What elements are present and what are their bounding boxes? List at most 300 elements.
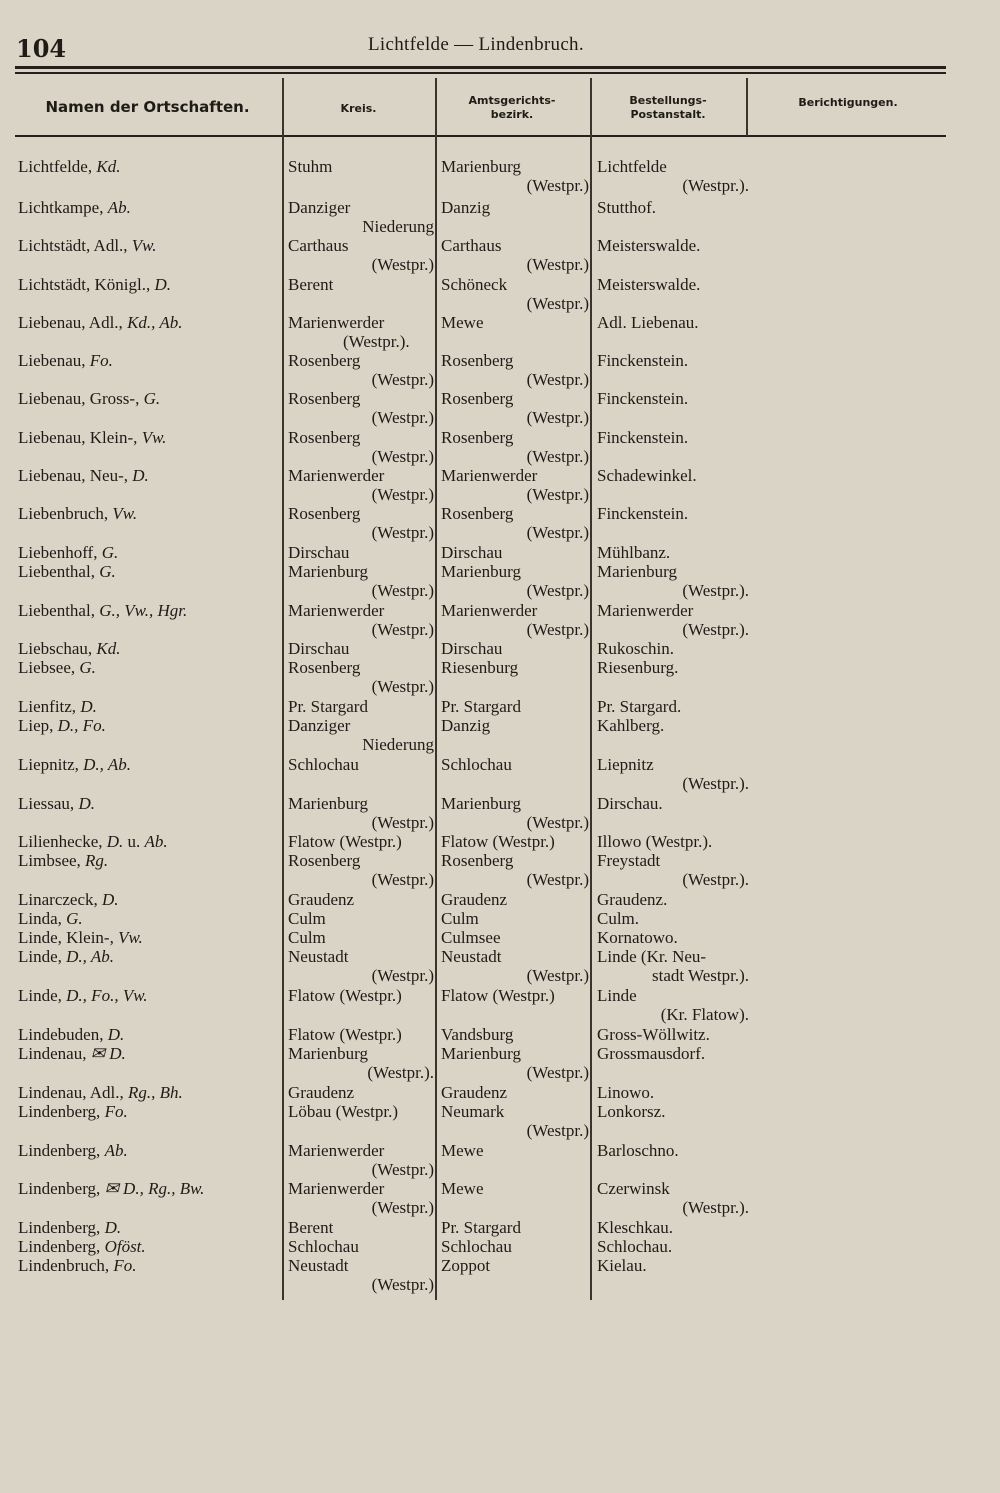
amtsgericht-cell [441, 504, 589, 542]
kreis-cell [288, 1237, 434, 1256]
kreis-cell [288, 909, 434, 928]
cell-line: Flatow (Westpr.) [441, 832, 555, 851]
place-name-text: Liebenthal, [18, 601, 100, 620]
page-number: 104 [16, 34, 67, 63]
cell-line: Finckenstein. [597, 428, 689, 447]
place-name-cell [18, 986, 278, 1005]
kreis-cell [288, 1141, 434, 1179]
kreis-cell [288, 198, 434, 236]
place-type-abbrev: D. [154, 275, 171, 294]
postanstalt-cell [597, 389, 749, 408]
cell-line: Marienwerder [288, 601, 385, 620]
place-name-text: Liebenthal, [18, 562, 100, 581]
cell-line: (Westpr.) [526, 408, 589, 427]
postanstalt-cell [597, 1044, 749, 1063]
postanstalt-cell [597, 794, 749, 813]
place-name-cell [18, 928, 278, 947]
header-post-line: Postanstalt. [630, 108, 706, 121]
cell-line: Meisterswalde. [597, 236, 701, 255]
amtsgericht-cell [441, 389, 589, 427]
cell-line: Pr. Stargard [441, 697, 521, 716]
cell-line: (Westpr.) [526, 447, 589, 466]
amtsgericht-cell [441, 639, 589, 658]
kreis-cell [288, 639, 434, 658]
kreis-cell [288, 157, 434, 176]
amtsgericht-cell [441, 236, 589, 274]
cell-line: Danzig [441, 716, 491, 735]
cell-line: Rosenberg [288, 851, 361, 870]
cell-line: Riesenburg. [597, 658, 679, 677]
place-name-text: Lichtfelde, [18, 157, 97, 176]
cell-line: Finckenstein. [597, 351, 689, 370]
postanstalt-cell [597, 716, 749, 735]
cell-line: Rosenberg [441, 428, 514, 447]
column-divider [435, 78, 437, 1300]
cell-line: Rukoschin. [597, 639, 674, 658]
cell-line: Marienburg [441, 1044, 521, 1063]
place-name-text: Linde, [18, 986, 67, 1005]
cell-line: Neustadt [288, 947, 349, 966]
cell-line: (Westpr.) [371, 447, 434, 466]
place-type-abbrev: D. [78, 794, 95, 813]
place-name-text: Lindenberg, [18, 1102, 105, 1121]
header-berichtigungen: Berichtigungen. [798, 96, 898, 109]
cell-line: Rosenberg [441, 351, 514, 370]
place-name-text: u. [123, 832, 145, 851]
cell-line: Flatow (Westpr.) [288, 1025, 402, 1044]
kreis-cell [288, 832, 434, 851]
amtsgericht-cell [441, 928, 589, 947]
place-name-text: Liebenhoff, [18, 543, 102, 562]
cell-line: Culm [288, 909, 326, 928]
cell-line: (Westpr.) [526, 1121, 589, 1140]
cell-line: (Westpr.) [371, 485, 434, 504]
postanstalt-cell [597, 697, 749, 716]
place-name-cell [18, 794, 278, 813]
cell-line: Dirschau [441, 543, 503, 562]
cell-line: Marienwerder [441, 601, 538, 620]
kreis-cell [288, 1102, 434, 1121]
place-type-abbrev: Rg. [85, 851, 109, 870]
place-name-text: Lichtstädt, Königl., [18, 275, 155, 294]
amtsgericht-cell [441, 313, 589, 332]
cell-line: Graudenz [288, 890, 355, 909]
cell-line: Adl. Liebenau. [597, 313, 699, 332]
cell-line: Berent [288, 1218, 334, 1237]
amtsgericht-cell [441, 832, 589, 851]
amtsgericht-cell [441, 1083, 589, 1102]
cell-line: (Westpr.). [682, 581, 749, 600]
place-type-abbrev: D. [132, 466, 149, 485]
postanstalt-cell [597, 428, 749, 447]
postanstalt-cell [597, 986, 749, 1024]
kreis-cell [288, 389, 434, 427]
place-name-cell [18, 1256, 278, 1275]
postanstalt-cell [597, 236, 749, 255]
cell-line: Dirschau [288, 543, 350, 562]
cell-line: (Westpr.) [371, 1160, 434, 1179]
cell-line: Gross-Wöllwitz. [597, 1025, 710, 1044]
place-type-abbrev: Fo. [113, 1256, 137, 1275]
cell-line: Rosenberg [288, 504, 361, 523]
top-rule [15, 66, 946, 69]
postanstalt-cell [597, 601, 749, 639]
postanstalt-cell [597, 1083, 749, 1102]
kreis-cell [288, 851, 434, 889]
cell-line: (Westpr.) [371, 581, 434, 600]
header-amt-line: bezirk. [490, 108, 534, 121]
cell-line: Danziger [288, 716, 351, 735]
cell-line: Marienwerder [597, 601, 694, 620]
place-type-abbrev: G., Vw., Hgr. [99, 601, 188, 620]
place-name-cell [18, 1102, 278, 1121]
cell-line: Culm [441, 909, 479, 928]
place-type-abbrev: D., Fo., Vw. [66, 986, 148, 1005]
place-type-abbrev: Vw. [131, 236, 157, 255]
cell-line: (Westpr.) [371, 370, 434, 389]
place-type-abbrev: Fo. [104, 1102, 128, 1121]
cell-line: Schlochau. [597, 1237, 673, 1256]
header-bottom-rule [15, 135, 946, 137]
place-name-cell [18, 1179, 278, 1198]
cell-line: Schlochau [441, 1237, 512, 1256]
place-name-cell [18, 1083, 278, 1102]
place-name-text: Lindenberg, [18, 1179, 105, 1198]
kreis-cell [288, 351, 434, 389]
cell-line: (Westpr.) [371, 813, 434, 832]
place-name-cell [18, 890, 278, 909]
cell-line: Grossmausdorf. [597, 1044, 706, 1063]
postanstalt-cell [597, 562, 749, 600]
cell-line: Liepnitz [597, 755, 654, 774]
cell-line: Dirschau [441, 639, 503, 658]
cell-line: Flatow (Westpr.) [288, 832, 402, 851]
cell-line: Danziger [288, 198, 351, 217]
cell-line: (Westpr.) [526, 294, 589, 313]
cell-line: Neumark [441, 1102, 505, 1121]
kreis-cell [288, 504, 434, 542]
place-type-abbrev: Kd. [96, 639, 121, 658]
kreis-cell [288, 755, 434, 774]
kreis-cell [288, 716, 434, 754]
cell-line: Marienburg [288, 794, 368, 813]
header-postanstalt [592, 94, 744, 122]
postanstalt-cell [597, 1102, 749, 1121]
header-amtsgerichtsbezirk [436, 94, 588, 122]
place-name-text: Lindenberg, [18, 1237, 105, 1256]
place-type-abbrev: D., Fo. [57, 716, 106, 735]
cell-line: Culmsee [441, 928, 501, 947]
place-name-text: Linde, [18, 947, 67, 966]
amtsgericht-cell [441, 1141, 589, 1160]
place-name-text: Liebenbruch, [18, 504, 113, 523]
amtsgericht-cell [441, 1237, 589, 1256]
cell-line: Marienwerder [288, 1141, 385, 1160]
amtsgericht-cell [441, 1179, 589, 1198]
postanstalt-cell [597, 947, 749, 985]
cell-line: (Westpr.) [371, 1198, 434, 1217]
postanstalt-cell [597, 1025, 749, 1044]
place-type-abbrev: G. [79, 658, 96, 677]
kreis-cell [288, 947, 434, 985]
place-type-abbrev: D., Ab. [83, 755, 132, 774]
amtsgericht-cell [441, 466, 589, 504]
place-name-text: Liebenau, [18, 351, 90, 370]
amtsgericht-cell [441, 275, 589, 313]
postanstalt-cell [597, 890, 749, 909]
place-name-cell [18, 562, 278, 581]
kreis-cell [288, 1025, 434, 1044]
place-type-abbrev: ✉ D., Rg., Bw. [104, 1179, 205, 1198]
place-type-abbrev: D. [106, 832, 124, 851]
kreis-cell [288, 928, 434, 947]
place-name-text: Lindenau, Adl., [18, 1083, 129, 1102]
postanstalt-cell [597, 313, 749, 332]
place-name-cell [18, 1218, 278, 1237]
cell-line: (Westpr.) [371, 677, 434, 696]
postanstalt-cell [597, 851, 749, 889]
place-name-text: Liebsee, [18, 658, 80, 677]
kreis-cell [288, 428, 434, 466]
cell-line: Kahlberg. [597, 716, 665, 735]
place-type-abbrev: G. [99, 562, 116, 581]
cell-line: Mewe [441, 313, 484, 332]
cell-line: (Westpr.) [526, 581, 589, 600]
postanstalt-cell [597, 466, 749, 485]
place-type-abbrev: Kd., Ab. [127, 313, 183, 332]
amtsgericht-cell [441, 794, 589, 832]
cell-line: Graudenz [441, 890, 508, 909]
top-rule-thin [15, 72, 946, 74]
cell-line: Freystadt [597, 851, 661, 870]
postanstalt-cell [597, 755, 749, 793]
place-type-abbrev: Vw. [141, 428, 167, 447]
kreis-cell [288, 313, 434, 351]
cell-line: Berent [288, 275, 334, 294]
cell-line: Illowo (Westpr.). [597, 832, 713, 851]
place-type-abbrev: Vw. [118, 928, 143, 947]
cell-line: Marienburg [288, 1044, 368, 1063]
place-name-cell [18, 658, 278, 677]
cell-line: Stutthof. [597, 198, 657, 217]
place-name-cell [18, 851, 278, 870]
cell-line: Stuhm [288, 157, 333, 176]
place-name-cell [18, 236, 278, 255]
cell-line: Marienburg [441, 562, 521, 581]
place-type-abbrev: Rg., Bh. [128, 1083, 183, 1102]
amtsgericht-cell [441, 1044, 589, 1082]
place-type-abbrev: Ab. [107, 198, 131, 217]
postanstalt-cell [597, 658, 749, 677]
place-name-text: Lindenau, [18, 1044, 91, 1063]
column-divider [282, 78, 284, 1300]
amtsgericht-cell [441, 851, 589, 889]
cell-line: (Westpr.). [682, 774, 749, 793]
cell-line: Rosenberg [288, 658, 361, 677]
place-name-cell [18, 543, 278, 562]
cell-line: (Westpr.) [526, 176, 589, 195]
cell-line: Rosenberg [288, 351, 361, 370]
kreis-cell [288, 794, 434, 832]
cell-line: (Westpr.) [371, 620, 434, 639]
cell-line: Meisterswalde. [597, 275, 701, 294]
cell-line: Marienwerder [288, 1179, 385, 1198]
place-type-abbrev: Ab. [144, 832, 168, 851]
place-name-text: Lindebuden, [18, 1025, 108, 1044]
kreis-cell [288, 275, 434, 294]
header-amt-line: Amtsgerichts- [468, 94, 556, 107]
cell-line: (Westpr.). [343, 332, 410, 351]
place-name-text: Liebenau, Neu-, [18, 466, 133, 485]
place-type-abbrev: Fo. [89, 351, 113, 370]
place-type-abbrev: G. [101, 543, 119, 562]
cell-line: Kornatowo. [597, 928, 678, 947]
cell-line: Flatow (Westpr.) [288, 986, 402, 1005]
cell-line: Lonkorsz. [597, 1102, 666, 1121]
running-head: Lichtfelde — Lindenbruch. [368, 34, 584, 55]
cell-line: Schadewinkel. [597, 466, 697, 485]
cell-line: Czerwinsk [597, 1179, 670, 1198]
place-name-text: Lienfitz, [18, 697, 81, 716]
place-type-abbrev: D. [107, 1025, 125, 1044]
kreis-cell [288, 658, 434, 696]
postanstalt-cell [597, 351, 749, 370]
amtsgericht-cell [441, 351, 589, 389]
postanstalt-cell [597, 909, 749, 928]
postanstalt-cell [597, 198, 749, 217]
cell-line: Schlochau [288, 1237, 359, 1256]
cell-line: Danzig [441, 198, 491, 217]
place-type-abbrev: Vw. [112, 504, 138, 523]
place-name-cell [18, 1044, 278, 1063]
cell-line: Marienwerder [441, 466, 538, 485]
cell-line: (Westpr.) [526, 620, 589, 639]
amtsgericht-cell [441, 716, 589, 735]
postanstalt-cell [597, 157, 749, 195]
kreis-cell [288, 890, 434, 909]
cell-line: Lichtfelde [597, 157, 667, 176]
cell-line: Marienburg [441, 794, 521, 813]
place-name-cell [18, 697, 278, 716]
kreis-cell [288, 986, 434, 1005]
cell-line: Carthaus [288, 236, 349, 255]
place-name-cell [18, 198, 278, 217]
place-name-text: Liebenau, Klein-, [18, 428, 142, 447]
cell-line: Mewe [441, 1179, 484, 1198]
cell-line: Linowo. [597, 1083, 655, 1102]
amtsgericht-cell [441, 562, 589, 600]
cell-line: Riesenburg [441, 658, 519, 677]
cell-line: Pr. Stargard. [597, 697, 682, 716]
cell-line: Finckenstein. [597, 504, 689, 523]
cell-line: (Westpr.) [526, 813, 589, 832]
kreis-cell [288, 1083, 434, 1102]
place-name-text: Liebenau, Adl., [18, 313, 128, 332]
amtsgericht-cell [441, 890, 589, 909]
place-name-text: Lindenberg, [18, 1218, 105, 1237]
place-name-cell [18, 389, 278, 408]
cell-line: (Westpr.) [526, 255, 589, 274]
cell-line: Marienburg [597, 562, 677, 581]
place-name-cell [18, 157, 278, 176]
cell-line: Neustadt [288, 1256, 349, 1275]
cell-line: Flatow (Westpr.) [441, 986, 555, 1005]
cell-line: Schlochau [288, 755, 359, 774]
cell-line: Marienwerder [288, 466, 385, 485]
cell-line: stadt Westpr.). [651, 966, 749, 985]
cell-line: Barloschno. [597, 1141, 679, 1160]
place-name-cell [18, 428, 278, 447]
kreis-cell [288, 466, 434, 504]
kreis-cell [288, 562, 434, 600]
amtsgericht-cell [441, 543, 589, 562]
place-name-cell [18, 1237, 278, 1256]
amtsgericht-cell [441, 428, 589, 466]
place-name-cell [18, 1025, 278, 1044]
kreis-cell [288, 543, 434, 562]
cell-line: Niederung [362, 217, 434, 236]
place-name-text: Liepnitz, [18, 755, 84, 774]
cell-line: Schlochau [441, 755, 512, 774]
place-name-text: Lindenbruch, [18, 1256, 114, 1275]
cell-line: (Westpr.) [526, 966, 589, 985]
place-name-text: Liessau, [18, 794, 79, 813]
cell-line: Rosenberg [441, 504, 514, 523]
postanstalt-cell [597, 832, 749, 851]
place-name-cell [18, 1141, 278, 1160]
place-name-cell [18, 601, 278, 620]
postanstalt-cell [597, 1256, 749, 1275]
cell-line: (Westpr.) [526, 523, 589, 542]
amtsgericht-cell [441, 1102, 589, 1140]
cell-line: Marienburg [441, 157, 521, 176]
cell-line: (Westpr.) [371, 255, 434, 274]
amtsgericht-cell [441, 1218, 589, 1237]
amtsgericht-cell [441, 1256, 589, 1275]
header-post-line: Bestellungs- [629, 94, 707, 107]
cell-line: (Westpr.). [682, 1198, 749, 1217]
cell-line: Linde [597, 986, 637, 1005]
place-type-abbrev: Oföst. [104, 1237, 146, 1256]
place-name-text: Linde, Klein-, [18, 928, 119, 947]
cell-line: Kleschkau. [597, 1218, 674, 1237]
column-divider [746, 78, 748, 136]
amtsgericht-cell [441, 697, 589, 716]
cell-line: Vandsburg [441, 1025, 514, 1044]
place-name-cell [18, 639, 278, 658]
place-name-text: Liebschau, [18, 639, 97, 658]
cell-line: Löbau (Westpr.) [288, 1102, 399, 1121]
cell-line: Pr. Stargard [288, 697, 368, 716]
place-name-text: Limbsee, [18, 851, 86, 870]
cell-line: (Kr. Flatow). [660, 1005, 749, 1024]
amtsgericht-cell [441, 947, 589, 985]
cell-line: Kielau. [597, 1256, 647, 1275]
place-type-abbrev: D. [102, 890, 119, 909]
place-type-abbrev: ✉ D. [90, 1044, 126, 1063]
header-kreis: Kreis. [340, 102, 377, 115]
place-name-cell [18, 947, 278, 966]
place-name-text: Liep, [18, 716, 58, 735]
cell-line: Culm [288, 928, 326, 947]
postanstalt-cell [597, 928, 749, 947]
cell-line: (Westpr.) [526, 870, 589, 889]
cell-line: (Westpr.) [371, 408, 434, 427]
place-type-abbrev: Kd. [96, 157, 121, 176]
kreis-cell [288, 1179, 434, 1217]
cell-line: Finckenstein. [597, 389, 689, 408]
cell-line: Zoppot [441, 1256, 491, 1275]
